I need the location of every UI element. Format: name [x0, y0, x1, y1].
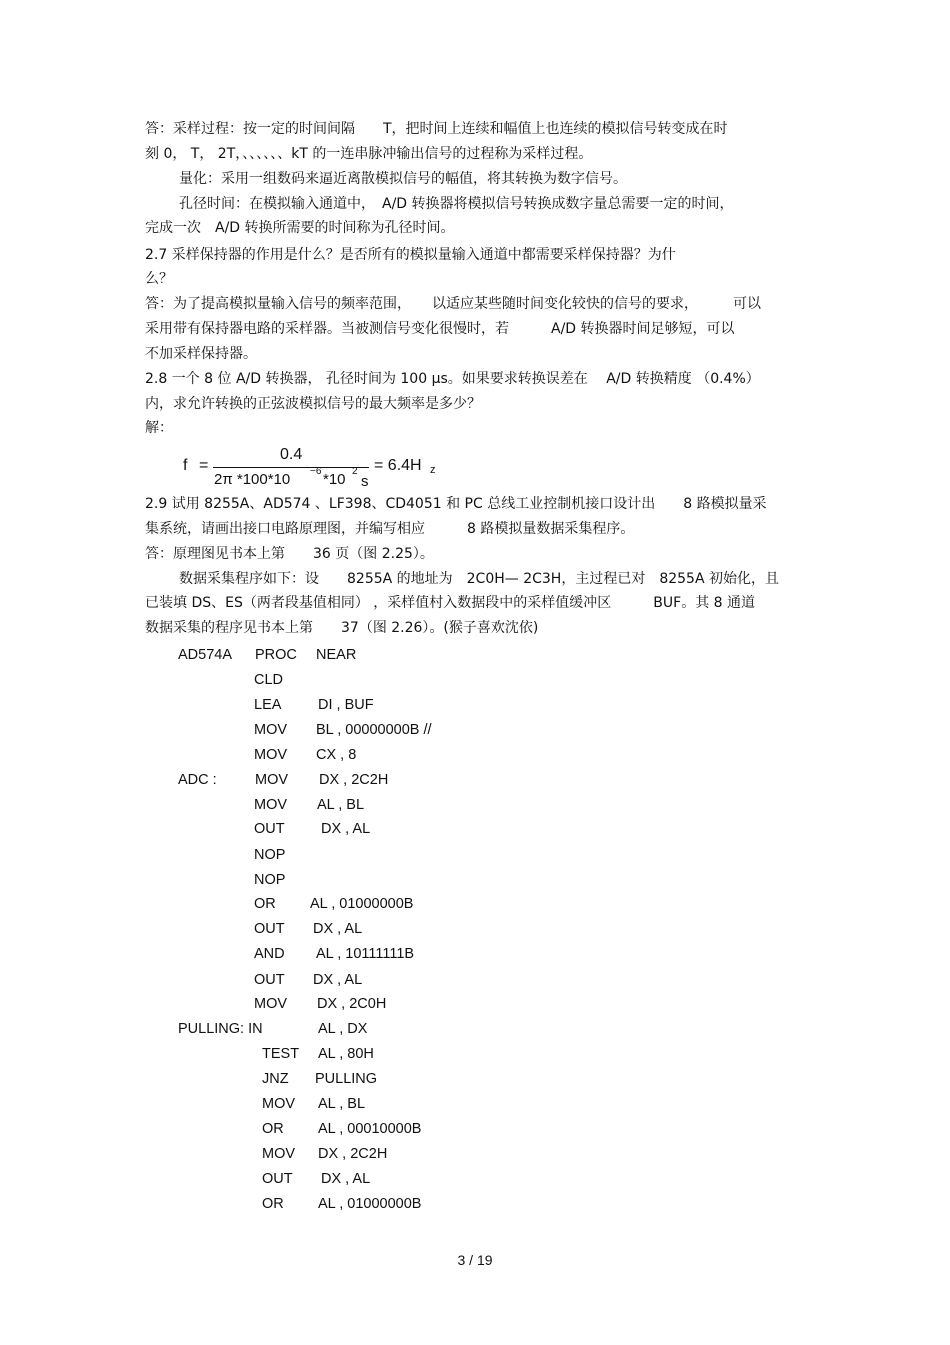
code-arg: CX , 8: [316, 747, 357, 763]
formula-rhs: = 6.4H: [374, 457, 422, 474]
code-op: LEA: [254, 697, 282, 713]
formula-numerator: 0.4: [280, 446, 303, 463]
code-op: TEST: [262, 1046, 300, 1062]
text-line-9: 采用带有保持器电路的采样器。当被测信号变化很慢时，若 A/D 转换器时间足够短，可以: [145, 321, 735, 337]
code-arg: DX , AL: [313, 972, 363, 988]
code-op: MOV: [254, 797, 288, 813]
code-arg: PULLING: [315, 1071, 378, 1087]
code-op: NOP: [254, 847, 286, 863]
code-op: OR: [254, 896, 276, 912]
solution-label: 解：: [145, 420, 173, 436]
code-op: PROC: [255, 647, 297, 663]
question-2-7: 2.7 采样保持器的作用是什么？是否所有的模拟量输入通道中都需要采样保持器？为什: [145, 247, 676, 263]
formula-den-a: 2π *100*10: [214, 471, 291, 488]
text-line-17: 数据采集程序如下：设 8255A 的地址为 2C0H— 2C3H，主过程已对 8255A 初始化，且: [179, 571, 779, 587]
text-line-2: 刻 0， T， 2T，、、、、、、kT 的一连串脉冲输出信号的过程称为采样过程。: [145, 146, 593, 162]
question-2-9: 2.9 试用 8255A、AD574 、LF398、CD4051 和 PC 总线工业控制机接口设计出 8 路模拟量采: [145, 496, 767, 512]
text-line-19: 数据采集的程序见书本上第 37（图 2.26）。(猴子喜欢沈依): [145, 620, 539, 636]
formula-den-exp2: 2: [352, 466, 358, 477]
text-line-3: 量化：采用一组数码来逼近离散模拟信号的幅值，将其转换为数字信号。: [179, 171, 627, 187]
formula-den-exp1: −6: [310, 466, 322, 477]
fraction-bar: [213, 467, 369, 468]
code-op: NOP: [254, 872, 286, 888]
code-arg: DX , 2C0H: [317, 996, 387, 1012]
page-number: 3 / 19: [457, 1252, 493, 1268]
formula-lhs: f: [183, 457, 188, 474]
code-arg: DX , 2C2H: [319, 772, 389, 788]
code-op: OUT: [262, 1171, 293, 1187]
formula-den-c: s: [361, 473, 369, 490]
code-label: ADC :: [178, 772, 217, 788]
code-arg: DX , AL: [313, 921, 363, 937]
code-op: MOV: [262, 1096, 296, 1112]
code-arg: AL , BL: [317, 797, 365, 813]
code-arg: AL , 10111111B: [316, 946, 415, 962]
code-arg: BL , 00000000B //: [316, 722, 432, 738]
code-op: OR: [262, 1121, 284, 1137]
code-arg: DI , BUF: [318, 697, 374, 713]
code-arg: AL , 01000000B: [310, 896, 414, 912]
code-arg: AL , 80H: [318, 1046, 374, 1062]
text-line-5: 完成一次 A/D 转换所需要的时间称为孔径时间。: [145, 220, 455, 236]
formula-rhs-sub: z: [430, 464, 436, 476]
code-op: MOV: [255, 772, 289, 788]
text-line-4: 孔径时间：在模拟输入通道中， A/D 转换器将模拟信号转换成数字量总需要一定的时间，: [179, 196, 734, 212]
text-line-12: 内，求允许转换的正弦波模拟信号的最大频率是多少？: [145, 396, 481, 412]
code-label: AD574A: [178, 647, 233, 663]
code-label: PULLING: IN: [178, 1021, 263, 1037]
formula-den-b: *10: [323, 471, 346, 488]
text-line-8: 答：为了提高模拟量输入信号的频率范围， 以适应某些随时间变化较快的信号的要求， 可以: [145, 296, 761, 312]
code-op: MOV: [254, 722, 288, 738]
code-op: OUT: [254, 921, 285, 937]
question-2-8: 2.8 一个 8 位 A/D 转换器， 孔径时间为 100 μs。如果要求转换误差在 A/D 转换精度 （0.4%）: [145, 371, 760, 387]
formula-equals: =: [199, 457, 209, 474]
code-arg: AL , 00010000B: [318, 1121, 422, 1137]
text-line-7: 么？: [145, 271, 173, 287]
text-line-16: 答：原理图见书本上第 36 页（图 2.25）。: [145, 546, 434, 562]
code-op: MOV: [254, 747, 288, 763]
code-op: CLD: [254, 672, 284, 688]
text-line-10: 不加采样保持器。: [145, 346, 257, 362]
code-op: OR: [262, 1196, 284, 1212]
code-op: OUT: [254, 821, 285, 837]
code-arg: AL , DX: [318, 1021, 368, 1037]
code-arg: DX , AL: [321, 1171, 371, 1187]
code-arg: DX , 2C2H: [318, 1146, 388, 1162]
code-arg: AL , BL: [318, 1096, 366, 1112]
code-arg: DX , AL: [321, 821, 371, 837]
text-line-1: 答：采样过程：按一定的时间间隔 T，把时间上连续和幅值上也连续的模拟信号转变成在时: [145, 121, 728, 137]
code-op: AND: [254, 946, 285, 962]
text-line-18: 已装填 DS、ES（两者段基值相同） ，采样值村入数据段中的采样值缓冲区 BUF。其 8 通道: [145, 595, 756, 611]
code-op: MOV: [262, 1146, 296, 1162]
code-op: JNZ: [262, 1071, 289, 1087]
code-arg: NEAR: [316, 647, 357, 663]
code-op: OUT: [254, 972, 285, 988]
text-line-15: 集系统，请画出接口电路原理图，并编写相应 8 路模拟量数据采集程序。: [145, 521, 635, 537]
code-arg: AL , 01000000B: [318, 1196, 422, 1212]
code-op: MOV: [254, 996, 288, 1012]
